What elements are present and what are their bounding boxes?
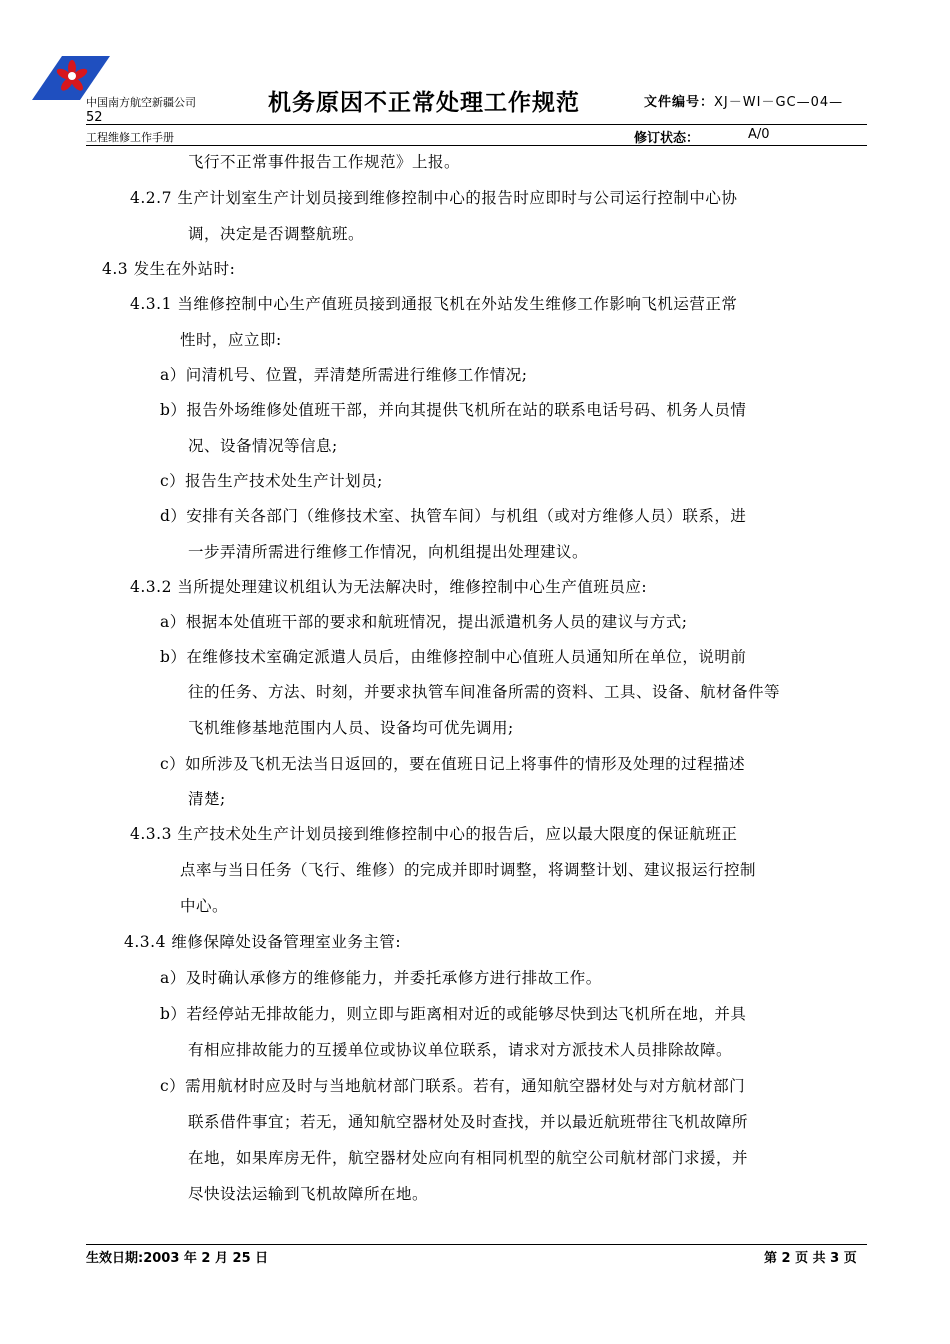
- body-line: 往的任务、方法、时刻，并要求执管车间准备所需的资料、工具、设备、航材备件等: [188, 683, 781, 701]
- effective-date: 生效日期:2003 年 2 月 25 日: [86, 1251, 269, 1266]
- header-divider-bottom: [86, 145, 867, 146]
- list-item: b）报告外场维修处值班干部，并向其提供飞机所在站的联系电话号码、机务人员情: [160, 401, 747, 419]
- manual-name: 工程维修工作手册: [86, 131, 174, 144]
- doc-no-value: XJ－WI－GC—04—: [714, 95, 844, 110]
- document-number: [644, 91, 843, 110]
- body-line: 4.3.2 当所提处理建议机组认为无法解决时，维修控制中心生产值班员应:: [130, 578, 648, 596]
- body-line: 飞机维修基地范围内人员、设备均可优先调用;: [188, 719, 514, 737]
- body-line: 清楚;: [188, 790, 226, 808]
- list-item: c）需用航材时应及时与当地航材部门联系。若有，通知航空器材处与对方航材部门: [160, 1077, 746, 1095]
- body-line: 4.3.4 维修保障处设备管理室业务主管:: [124, 933, 402, 951]
- body-line: 4.2.7 生产计划室生产计划员接到维修控制中心的报告时应即时与公司运行控制中心协: [130, 189, 738, 207]
- list-item: b）在维修技术室确定派遣人员后，由维修控制中心值班人员通知所在单位，说明前: [160, 648, 747, 666]
- footer-divider: [86, 1244, 867, 1245]
- revision-value: A/0: [748, 127, 770, 142]
- body-line: 调，决定是否调整航班。: [188, 225, 365, 243]
- list-item: a）问清机号、位置，弄清楚所需进行维修工作情况;: [160, 366, 528, 384]
- body-line: 飞行不正常事件报告工作规范》上报。: [188, 153, 461, 171]
- document-title: 机务原因不正常处理工作规范: [268, 90, 580, 116]
- list-item: b）若经停站无排故能力，则立即与距离相对近的或能够尽快到达飞机所在地，并具: [160, 1005, 747, 1023]
- body-line: 性时，应立即:: [180, 331, 282, 349]
- body-line: 有相应排故能力的互援单位或协议单位联系，请求对方派技术人员排除故障。: [188, 1041, 733, 1059]
- body-line: 4.3.3 生产技术处生产计划员接到维修控制中心的报告后，应以最大限度的保证航班正: [130, 825, 738, 843]
- list-item: a）及时确认承修方的维修能力，并委托承修方进行排故工作。: [160, 969, 602, 987]
- section-heading: 4.3 发生在外站时:: [102, 260, 236, 278]
- body-line: 一步弄清所需进行维修工作情况，向机组提出处理建议。: [188, 543, 589, 561]
- page-header: [0, 0, 950, 150]
- body-line: 尽快设法运输到飞机故障所在地。: [188, 1185, 429, 1203]
- revision-label: 修订状态：: [634, 131, 700, 146]
- body-line: 联系借件事宜；若无，通知航空器材处及时查找，并以最近航班带往飞机故障所: [188, 1113, 749, 1131]
- body-line: 4.3.1 当维修控制中心生产值班员接到通报飞机在外站发生维修工作影响飞机运营正常: [130, 295, 738, 313]
- list-item: a）根据本处值班干部的要求和航班情况，提出派遣机务人员的建议与方式;: [160, 613, 688, 631]
- page-info: 第 2 页 共 3 页: [764, 1251, 857, 1266]
- list-item: c）报告生产技术处生产计划员;: [160, 472, 383, 490]
- body-line: 点率与当日任务（飞行、维修）的完成并即时调整，将调整计划、建议报运行控制: [180, 861, 757, 879]
- body-line: 况、设备情况等信息;: [188, 437, 338, 455]
- header-divider: [86, 124, 867, 125]
- list-item: c）如所涉及飞机无法当日返回的，要在值班日记上将事件的情形及处理的过程描述: [160, 755, 746, 773]
- body-line: 在地，如果库房无件，航空器材处应向有相同机型的航空公司航材部门求援，并: [188, 1149, 749, 1167]
- list-item: d）安排有关各部门（维修技术室、执管车间）与机组（或对方维修人员）联系，进: [160, 507, 747, 525]
- page-number-header: 52: [86, 110, 103, 125]
- doc-no-label: 文件编号：: [644, 95, 715, 110]
- company-name: 中国南方航空新疆公司: [86, 96, 196, 109]
- body-line: 中心。: [180, 897, 229, 915]
